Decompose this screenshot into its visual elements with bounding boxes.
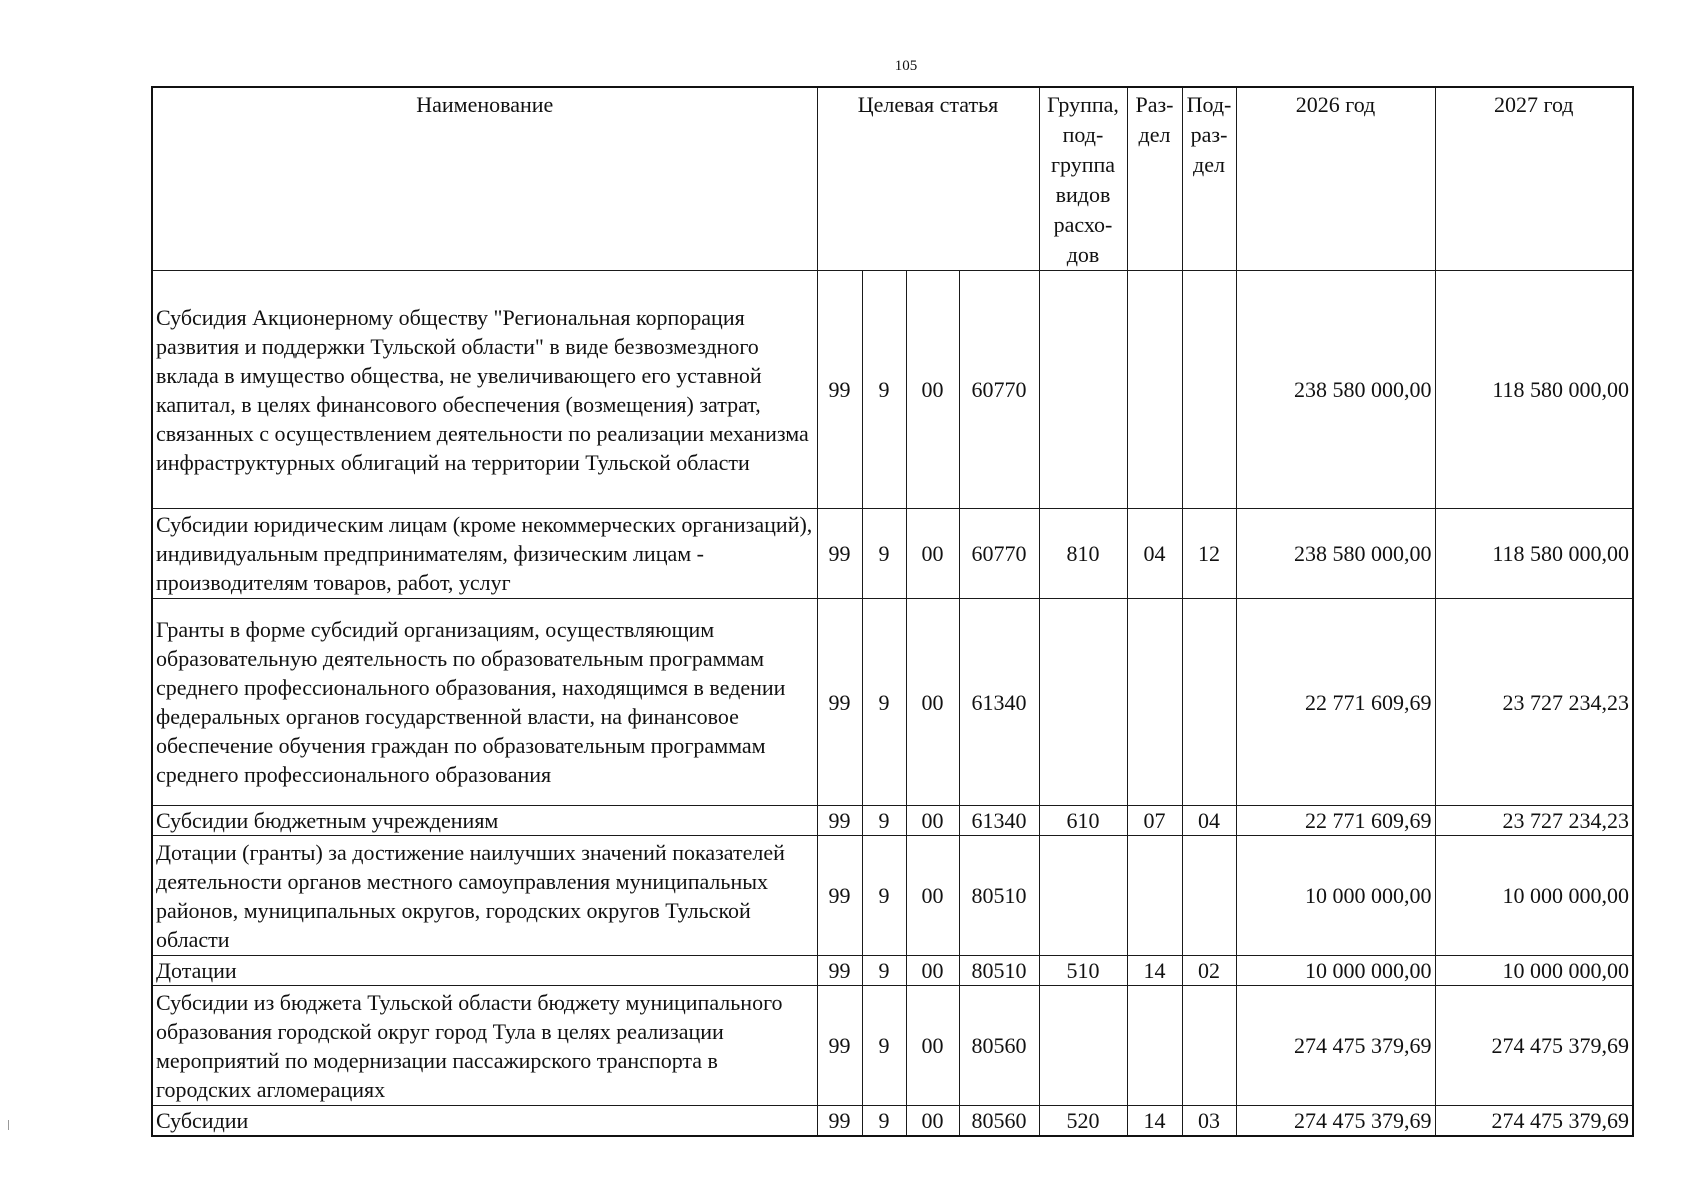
row-group: [1039, 986, 1127, 1106]
row-code-subprogram: 9: [862, 509, 906, 599]
row-group: 610: [1039, 806, 1127, 836]
row-amount-2026: 22 771 609,69: [1236, 806, 1435, 836]
row-amount-2027: 274 475 379,69: [1435, 1106, 1633, 1137]
table-row: [152, 956, 1633, 986]
row-name: Дотации: [152, 956, 817, 986]
row-code-program: 99: [817, 509, 862, 599]
row-code-item: 00: [906, 509, 959, 599]
row-group: [1039, 271, 1127, 509]
row-code-program: 99: [817, 806, 862, 836]
row-code-item: 00: [906, 271, 959, 509]
row-amount-2026: 238 580 000,00: [1236, 271, 1435, 509]
header-year-2026: 2026 год: [1236, 87, 1435, 271]
row-code-subprogram: 9: [862, 986, 906, 1106]
margin-tick-mark: [8, 1120, 9, 1130]
header-group: Группа, под- группа видов расхо- дов: [1039, 87, 1127, 271]
budget-table: [151, 86, 1634, 1137]
row-name: Гранты в форме субсидий организациям, осуществляющим образовательную деятельность по образовательным программам среднего профессионального образования, находящимся в ведении федеральных органов государственной власти, на финансовое обеспечение обучения граждан по образовательным программам среднего профессионального образования: [152, 599, 817, 806]
row-section: 14: [1127, 956, 1182, 986]
row-amount-2027: 118 580 000,00: [1435, 271, 1633, 509]
row-code-direction: 80560: [959, 1106, 1039, 1137]
row-name: Субсидии из бюджета Тульской области бюджету муниципального образования городской округ город Тула в целях реализации мероприятий по модернизации пассажирского транспорта в городских агломерациях: [152, 986, 817, 1106]
row-code-program: 99: [817, 956, 862, 986]
row-code-subprogram: 9: [862, 271, 906, 509]
row-subsection: 12: [1182, 509, 1236, 599]
row-group: 810: [1039, 509, 1127, 599]
table-row: [152, 509, 1633, 599]
row-name: Дотации (гранты) за достижение наилучших значений показателей деятельности органов местного самоуправления муниципальных районов, муниципальных округов, городских округов Тульской области: [152, 836, 817, 956]
row-amount-2026: 238 580 000,00: [1236, 509, 1435, 599]
row-code-item: 00: [906, 836, 959, 956]
row-section: 14: [1127, 1106, 1182, 1137]
row-group: [1039, 836, 1127, 956]
row-code-item: 00: [906, 986, 959, 1106]
row-code-item: 00: [906, 1106, 959, 1137]
row-code-item: 00: [906, 806, 959, 836]
row-code-direction: 61340: [959, 599, 1039, 806]
row-section: [1127, 986, 1182, 1106]
row-code-item: 00: [906, 956, 959, 986]
row-subsection: [1182, 599, 1236, 806]
row-subsection: 03: [1182, 1106, 1236, 1137]
row-code-direction: 61340: [959, 806, 1039, 836]
table-row: [152, 836, 1633, 956]
row-amount-2027: 274 475 379,69: [1435, 986, 1633, 1106]
row-amount-2026: 10 000 000,00: [1236, 956, 1435, 986]
row-amount-2027: 10 000 000,00: [1435, 956, 1633, 986]
row-code-subprogram: 9: [862, 1106, 906, 1137]
row-subsection: 02: [1182, 956, 1236, 986]
row-amount-2027: 10 000 000,00: [1435, 836, 1633, 956]
row-code-subprogram: 9: [862, 836, 906, 956]
row-amount-2027: 23 727 234,23: [1435, 806, 1633, 836]
row-code-direction: 80510: [959, 836, 1039, 956]
header-name: Наименование: [152, 87, 817, 271]
row-code-program: 99: [817, 836, 862, 956]
row-name: Субсидии бюджетным учреждениям: [152, 806, 817, 836]
row-code-subprogram: 9: [862, 956, 906, 986]
table-row: [152, 986, 1633, 1106]
row-amount-2027: 118 580 000,00: [1435, 509, 1633, 599]
row-amount-2027: 23 727 234,23: [1435, 599, 1633, 806]
row-group: 510: [1039, 956, 1127, 986]
row-section: [1127, 599, 1182, 806]
row-code-direction: 80510: [959, 956, 1039, 986]
row-subsection: 04: [1182, 806, 1236, 836]
row-amount-2026: 10 000 000,00: [1236, 836, 1435, 956]
row-code-direction: 60770: [959, 271, 1039, 509]
row-section: [1127, 271, 1182, 509]
row-group: 520: [1039, 1106, 1127, 1137]
table-row: [152, 806, 1633, 836]
row-code-item: 00: [906, 599, 959, 806]
row-subsection: [1182, 986, 1236, 1106]
row-code-program: 99: [817, 271, 862, 509]
row-amount-2026: 274 475 379,69: [1236, 1106, 1435, 1137]
table-row: [152, 1106, 1633, 1137]
row-group: [1039, 599, 1127, 806]
row-name: Субсидии юридическим лицам (кроме некоммерческих организаций), индивидуальным предпринимателям, физическим лицам - производителям товаров, работ, услуг: [152, 509, 817, 599]
row-code-subprogram: 9: [862, 599, 906, 806]
row-amount-2026: 22 771 609,69: [1236, 599, 1435, 806]
row-code-direction: 60770: [959, 509, 1039, 599]
row-code-program: 99: [817, 1106, 862, 1137]
page-number: 105: [894, 58, 918, 74]
row-section: 07: [1127, 806, 1182, 836]
header-section: Раз- дел: [1127, 87, 1182, 271]
row-subsection: [1182, 836, 1236, 956]
row-name: Субсидия Акционерному обществу "Региональная корпорация развития и поддержки Тульской области" в виде безвозмездного вклада в имущество общества, не увеличивающего его уставной капитал, в целях финансового обеспечения (возмещения) затрат, связанных с осуществлением деятельности по реализации механизма инфраструктурных облигаций на территории Тульской области: [152, 271, 817, 509]
row-code-program: 99: [817, 599, 862, 806]
row-subsection: [1182, 271, 1236, 509]
row-section: [1127, 836, 1182, 956]
row-amount-2026: 274 475 379,69: [1236, 986, 1435, 1106]
row-code-direction: 80560: [959, 986, 1039, 1106]
row-name: Субсидии: [152, 1106, 817, 1137]
header-year-2027: 2027 год: [1435, 87, 1633, 271]
table-header-row: [152, 87, 1633, 271]
row-code-subprogram: 9: [862, 806, 906, 836]
row-section: 04: [1127, 509, 1182, 599]
row-code-program: 99: [817, 986, 862, 1106]
header-subsection: Под- раз- дел: [1182, 87, 1236, 271]
table-row: [152, 599, 1633, 806]
table-row: [152, 271, 1633, 509]
header-target-article: Целевая статья: [817, 87, 1039, 271]
